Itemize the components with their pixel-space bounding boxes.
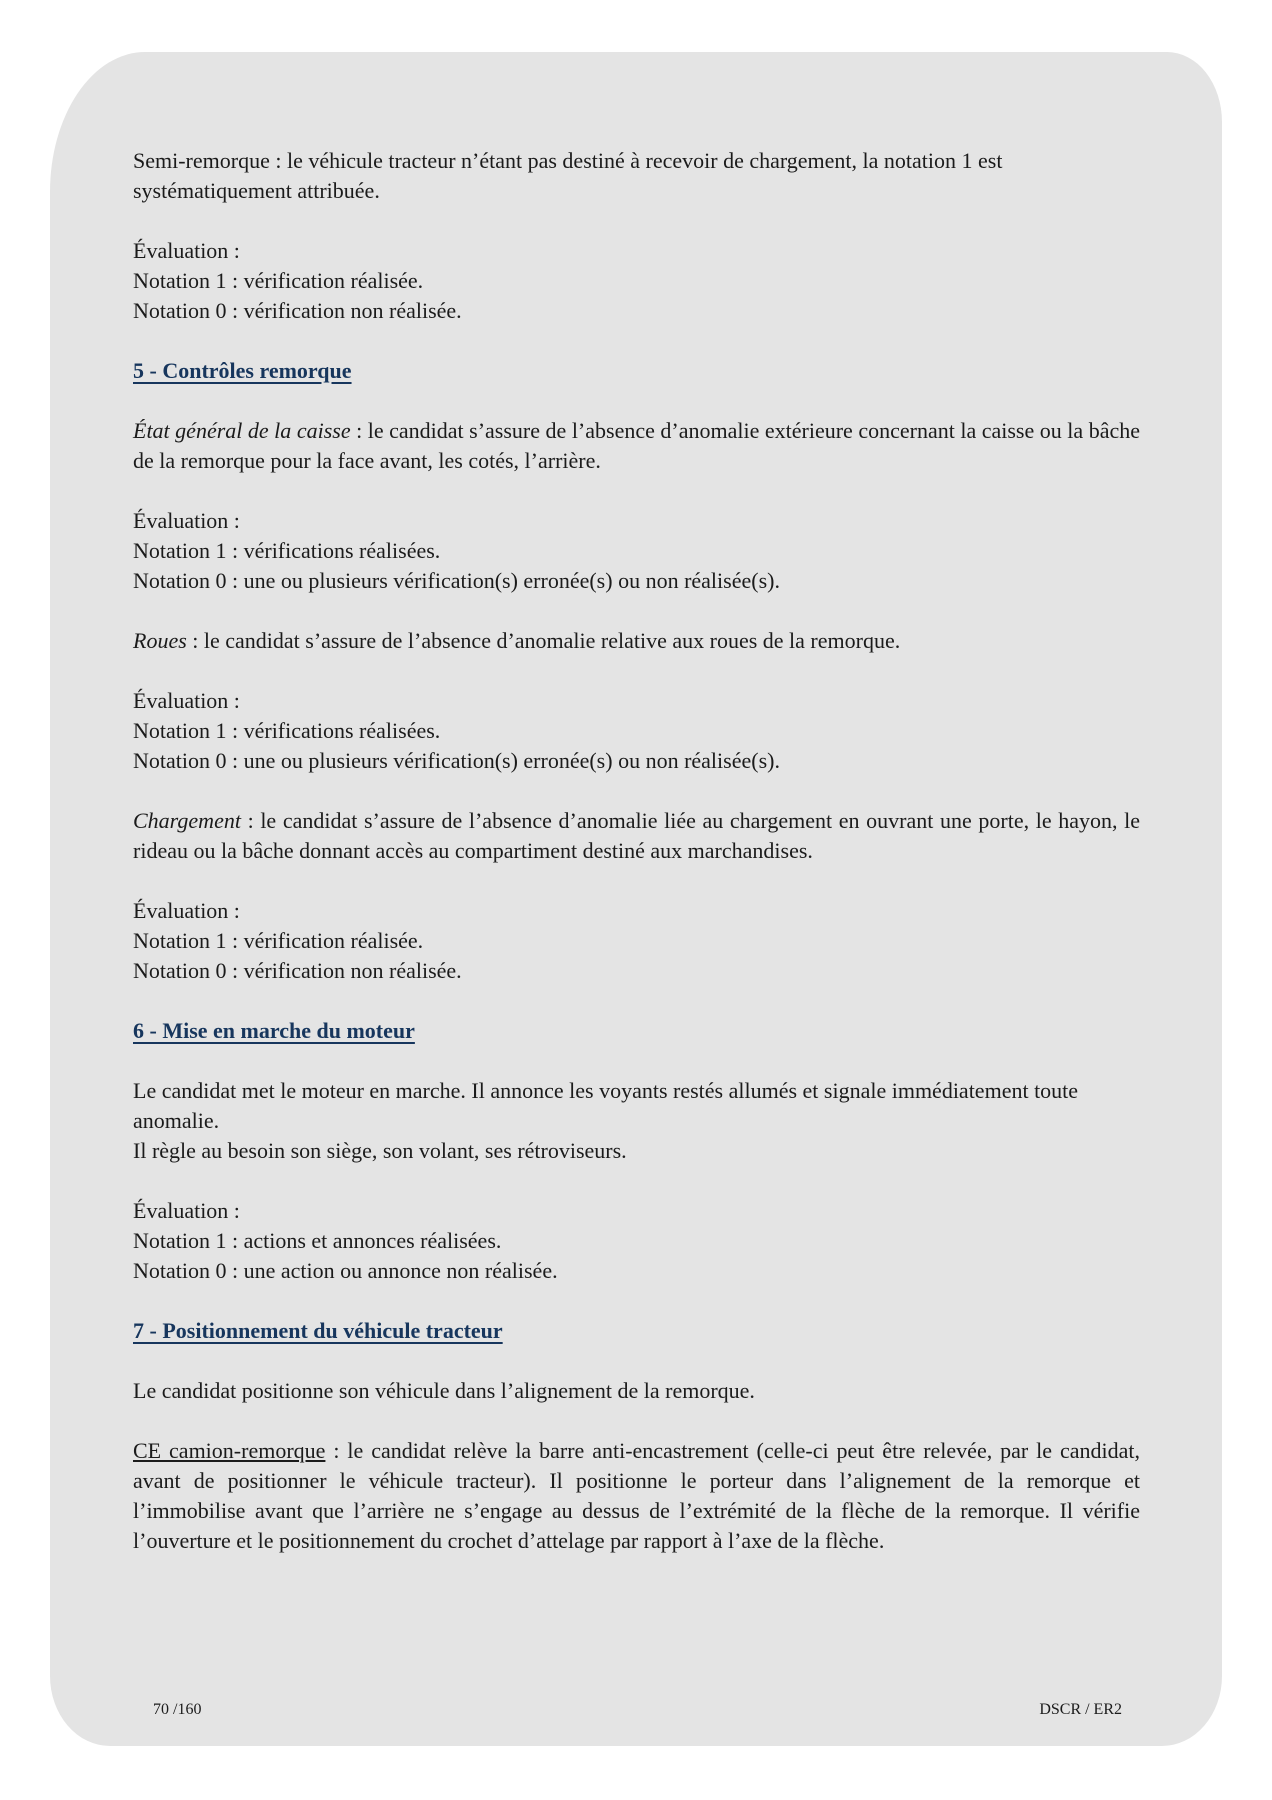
text-run: Notation 1 : vérifications réalisées. [133, 718, 441, 743]
para-positionnement [133, 1376, 1140, 1406]
para-semi-remorque [133, 146, 1140, 206]
para-etat-general-caisse [133, 416, 1140, 476]
text-line [133, 296, 1140, 326]
text-run: Évaluation : [133, 1198, 240, 1223]
text-run: 6 - Mise en marche du moteur [133, 1018, 415, 1043]
text-run: : le candidat relève la barre anti-encastrement (celle-ci peut être relevée, par le candidat, avant de positionner le véhicule tracteur). Il positionne le porteur dans l’alignement de la remorque et l’immobilise avant que l’arrière ne s’engage au dessus de l’extrémité de la flèche de la remorque. Il vérifie l’ouverture et le positionnement du crochet d’attelage par rapport à l’axe de la flèche. [133, 1438, 1140, 1553]
document-page-card [50, 52, 1222, 1746]
text-run: : le candidat s’assure de l’absence d’anomalie liée au chargement en ouvrant une porte, le hayon, le rideau ou la bâche donnant accès au compartiment destiné aux marchandises. [133, 808, 1140, 863]
text-line [133, 1256, 1140, 1286]
text-run: Évaluation : [133, 238, 240, 263]
text-line [133, 926, 1140, 956]
text-run: Notation 0 : une ou plusieurs vérification(s) erronée(s) ou non réalisée(s). [133, 568, 780, 593]
underlined-lead-in: CE camion-remorque [133, 1438, 326, 1463]
text-run: Notation 0 : vérification non réalisée. [133, 298, 462, 323]
text-line [133, 356, 1140, 386]
text-line [133, 626, 1140, 656]
text-line [133, 506, 1140, 536]
text-line [133, 566, 1140, 596]
heading-section-6 [133, 1016, 1140, 1046]
italic-lead-in: Chargement [133, 808, 241, 833]
text-line [133, 266, 1140, 296]
text-run: Évaluation : [133, 898, 240, 923]
page-footer [153, 1700, 1122, 1720]
text-run: Évaluation : [133, 508, 240, 533]
text-run: : le candidat s’assure de l’absence d’anomalie relative aux roues de la remorque. [186, 628, 901, 653]
text-line [133, 416, 1140, 476]
heading-section-5 [133, 356, 1140, 386]
text-run: 7 - Positionnement du véhicule tracteur [133, 1318, 503, 1343]
text-line [133, 956, 1140, 986]
text-run: 5 - Contrôles remorque [133, 358, 352, 383]
text-line [133, 236, 1140, 266]
evaluation-chargement [133, 896, 1140, 986]
evaluation-mise-en-marche [133, 1196, 1140, 1286]
text-line [133, 1226, 1140, 1256]
text-run: Notation 0 : vérification non réalisée. [133, 958, 462, 983]
italic-lead-in: Roues [133, 628, 187, 653]
text-run: Notation 1 : actions et annonces réalisées. [133, 1228, 502, 1253]
italic-lead-in: État général de la caisse [133, 418, 351, 443]
text-run: Notation 1 : vérification réalisée. [133, 268, 424, 293]
text-line [133, 1316, 1140, 1346]
text-line [133, 716, 1140, 746]
text-run: Il règle au besoin son siège, son volant, ses rétroviseurs. [133, 1138, 627, 1163]
document-content [133, 146, 1140, 1586]
text-line [133, 536, 1140, 566]
page-number: 70 /160 [153, 1701, 202, 1718]
text-run: Notation 0 : une ou plusieurs vérification(s) erronée(s) ou non réalisée(s). [133, 748, 780, 773]
text-run: Le candidat positionne son véhicule dans l’alignement de la remorque. [133, 1378, 755, 1403]
text-run: : le candidat s’assure de l’absence d’anomalie extérieure concernant la caisse ou la bâche de la remorque pour la face avant, les cotés, l’arrière. [133, 418, 1140, 473]
para-mise-en-marche [133, 1076, 1140, 1166]
text-line [133, 686, 1140, 716]
para-roues [133, 626, 1140, 656]
text-line [133, 1196, 1140, 1226]
para-ce-camion-remorque [133, 1436, 1140, 1556]
evaluation-semi-remorque [133, 236, 1140, 326]
text-line [133, 746, 1140, 776]
text-run: Le candidat met le moteur en marche. Il annonce les voyants restés allumés et signale immédiatement toute anomalie. [133, 1078, 1079, 1133]
text-line [133, 1076, 1140, 1136]
text-run: Semi-remorque : le véhicule tracteur n’étant pas destiné à recevoir de chargement, la notation 1 est systématiquement attribuée. [133, 148, 1003, 203]
evaluation-roues [133, 686, 1140, 776]
text-line [133, 896, 1140, 926]
text-line [133, 1016, 1140, 1046]
text-line [133, 146, 1140, 206]
text-line [133, 806, 1140, 866]
text-run: Évaluation : [133, 688, 240, 713]
text-run: Notation 1 : vérification réalisée. [133, 928, 424, 953]
heading-section-7 [133, 1316, 1140, 1346]
text-line [133, 1436, 1140, 1556]
document-reference: DSCR / ER2 [1039, 1701, 1122, 1718]
text-line [133, 1136, 1140, 1166]
text-line [133, 1376, 1140, 1406]
evaluation-etat-general [133, 506, 1140, 596]
para-chargement [133, 806, 1140, 866]
text-run: Notation 1 : vérifications réalisées. [133, 538, 441, 563]
text-run: Notation 0 : une action ou annonce non réalisée. [133, 1258, 558, 1283]
